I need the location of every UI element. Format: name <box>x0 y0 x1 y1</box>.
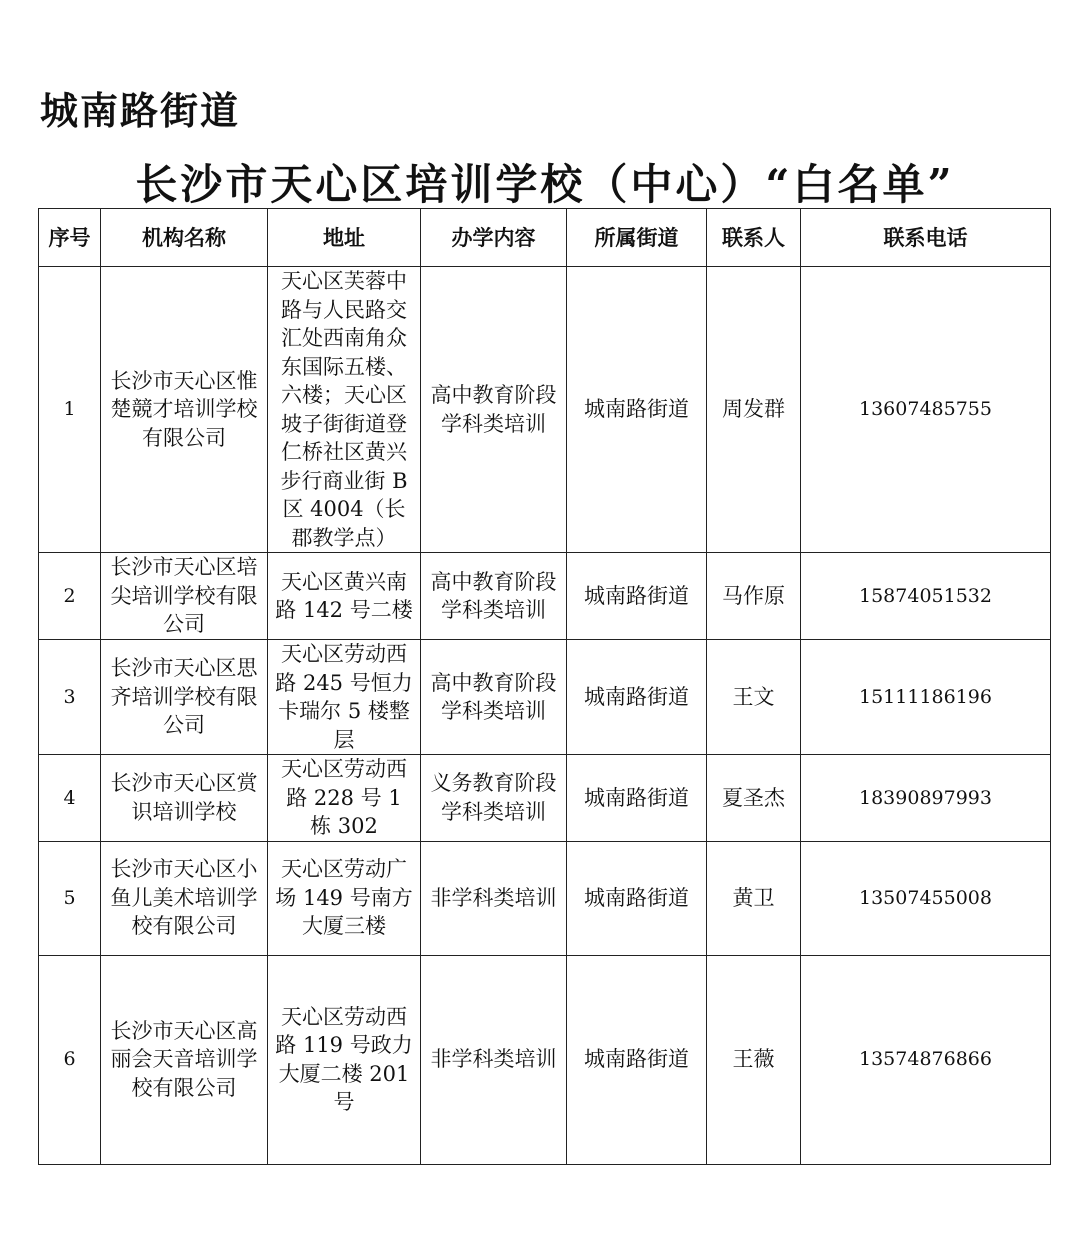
whitelist-table <box>38 208 1051 1165</box>
cell-street: 城南路街道 <box>567 755 707 842</box>
cell-seq: 4 <box>39 755 101 842</box>
cell-street: 城南路街道 <box>567 267 707 553</box>
cell-name: 长沙市天心区赏识培训学校 <box>101 755 268 842</box>
header-contact: 联系人 <box>707 209 801 267</box>
table-header-row <box>39 209 1051 267</box>
cell-contact: 黄卫 <box>707 841 801 955</box>
cell-contact: 王薇 <box>707 955 801 1164</box>
table-row <box>39 553 1051 640</box>
cell-phone: 13574876866 <box>801 955 1051 1164</box>
table-row <box>39 267 1051 553</box>
cell-seq: 3 <box>39 640 101 755</box>
cell-contact: 马作原 <box>707 553 801 640</box>
cell-name: 长沙市天心区思齐培训学校有限公司 <box>101 640 268 755</box>
cell-seq: 1 <box>39 267 101 553</box>
cell-name: 长沙市天心区高丽会天音培训学校有限公司 <box>101 955 268 1164</box>
cell-address: 天心区黄兴南路 142 号二楼 <box>268 553 421 640</box>
cell-address: 天心区劳动广场 149 号南方大厦三楼 <box>268 841 421 955</box>
table-row <box>39 640 1051 755</box>
cell-content: 义务教育阶段学科类培训 <box>421 755 567 842</box>
cell-phone: 15874051532 <box>801 553 1051 640</box>
cell-phone: 13607485755 <box>801 267 1051 553</box>
cell-phone: 18390897993 <box>801 755 1051 842</box>
cell-street: 城南路街道 <box>567 640 707 755</box>
header-seq: 序号 <box>39 209 101 267</box>
cell-seq: 5 <box>39 841 101 955</box>
cell-content: 高中教育阶段学科类培训 <box>421 553 567 640</box>
cell-contact: 王文 <box>707 640 801 755</box>
cell-contact: 周发群 <box>707 267 801 553</box>
cell-content: 非学科类培训 <box>421 841 567 955</box>
cell-street: 城南路街道 <box>567 955 707 1164</box>
cell-name: 长沙市天心区小鱼儿美术培训学校有限公司 <box>101 841 268 955</box>
cell-seq: 6 <box>39 955 101 1164</box>
cell-name: 长沙市天心区培尖培训学校有限公司 <box>101 553 268 640</box>
cell-content: 非学科类培训 <box>421 955 567 1164</box>
cell-address: 天心区劳动西路 228 号 1 栋 302 <box>268 755 421 842</box>
cell-content: 高中教育阶段学科类培训 <box>421 267 567 553</box>
cell-seq: 2 <box>39 553 101 640</box>
cell-contact: 夏圣杰 <box>707 755 801 842</box>
cell-address: 天心区芙蓉中路与人民路交汇处西南角众东国际五楼、六楼；天心区坡子街街道登仁桥社区黄兴步行商业街 B 区 4004（长郡教学点） <box>268 267 421 553</box>
table-row <box>39 841 1051 955</box>
cell-content: 高中教育阶段学科类培训 <box>421 640 567 755</box>
cell-street: 城南路街道 <box>567 841 707 955</box>
header-address: 地址 <box>268 209 421 267</box>
document-title: 长沙市天心区培训学校（中心）“白名单” <box>135 160 955 209</box>
cell-phone: 13507455008 <box>801 841 1051 955</box>
table-row <box>39 955 1051 1164</box>
header-content: 办学内容 <box>421 209 567 267</box>
header-street: 所属街道 <box>567 209 707 267</box>
street-heading: 城南路街道 <box>40 89 241 133</box>
header-name: 机构名称 <box>101 209 268 267</box>
cell-address: 天心区劳动西路 245 号恒力卡瑞尔 5 楼整层 <box>268 640 421 755</box>
cell-street: 城南路街道 <box>567 553 707 640</box>
cell-phone: 15111186196 <box>801 640 1051 755</box>
table-row <box>39 755 1051 842</box>
cell-address: 天心区劳动西路 119 号政力大厦二楼 201 号 <box>268 955 421 1164</box>
cell-name: 长沙市天心区惟楚競才培训学校有限公司 <box>101 267 268 553</box>
header-phone: 联系电话 <box>801 209 1051 267</box>
